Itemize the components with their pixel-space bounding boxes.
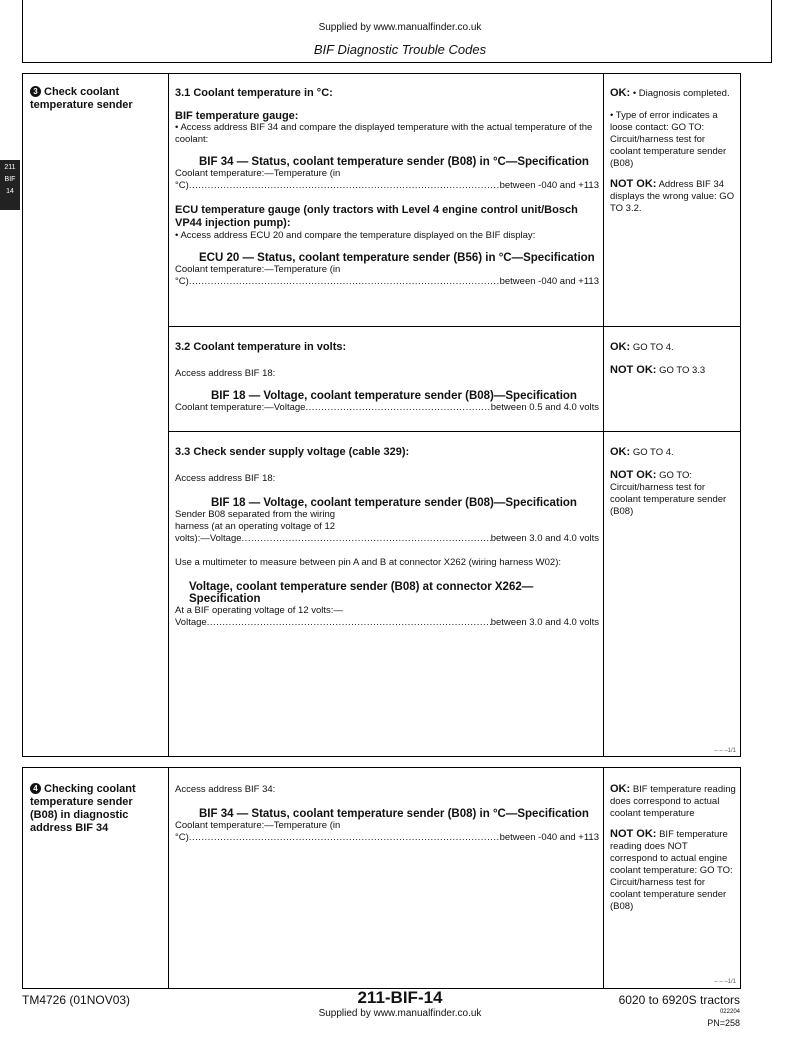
step4-text: Access address BIF 34: <box>175 784 276 795</box>
leader-dots <box>189 276 500 288</box>
sub32-notok-label: NOT OK: <box>610 364 657 376</box>
section-tab-line1: 211 <box>4 164 16 171</box>
step3-title <box>30 86 160 112</box>
sub33-block <box>175 446 599 629</box>
sub31-spec1-row <box>175 180 599 192</box>
leader-dots <box>305 402 490 414</box>
sub32-notok-text: GO TO 3.3 <box>659 365 706 376</box>
step4-spec-label: °C) <box>175 832 189 843</box>
step3-page-mark: – – –1/1 <box>714 748 736 754</box>
section-tab-line3: 14 <box>6 188 14 195</box>
sub31-spec2-title: ECU 20 — Status, coolant temperature sender (B56) in °C—Specification <box>199 252 595 264</box>
step4-title <box>30 783 160 835</box>
sub31-spec1-title: BIF 34 — Status, coolant temperature sender (B08) in °C—Specification <box>199 156 589 168</box>
sub31-ecu-text: • Access address ECU 20 and compare the temperature displayed on the BIF display: <box>175 230 536 241</box>
sub33-spec2-value: between 3.0 and 4.0 volts <box>490 617 599 628</box>
step4-spec-title: BIF 34 — Status, coolant temperature sender (B08) in °C—Specification <box>199 808 589 820</box>
sub31-notok-text: Address BIF 34 displays the wrong value: GO TO 3.2. <box>610 179 735 214</box>
row-divider-32 <box>168 326 741 327</box>
step3-number: 3 <box>30 86 41 97</box>
sub33-spec2-title: Voltage, coolant temperature sender (B08) at connector X262—Specification <box>189 581 534 605</box>
sub33-spec1-title: BIF 18 — Voltage, coolant temperature sender (B08)—Specification <box>211 497 577 509</box>
leader-dots <box>189 832 500 844</box>
page-number: PN=258 <box>707 1018 740 1028</box>
sub33-spec1-line2: harness (at an operating voltage of 12 <box>175 521 336 532</box>
page-code: 211-BIF-14 <box>357 988 443 1007</box>
sub31-spec1-line1: Coolant temperature:—Temperature (in <box>175 168 341 179</box>
sub31-spec1-label: °C) <box>175 180 189 191</box>
step4-number: 4 <box>30 783 41 794</box>
sub33-spec1-label: volts):—Voltage <box>175 533 242 544</box>
sub33-notok-label: NOT OK: <box>610 469 657 481</box>
sub31-ok-text: • Diagnosis completed. <box>632 88 730 99</box>
supplied-by-header: Supplied by www.manualfinder.co.uk <box>318 22 482 33</box>
sub33-spec2-label: Voltage <box>175 617 207 628</box>
step4-spec-line1: Coolant temperature:—Temperature (in <box>175 820 341 831</box>
step4-notok-text: BIF temperature reading does NOT correspond to actual engine coolant temperature: GO TO: Circuit/harness test for coolant temperature sender (B08) <box>610 829 733 912</box>
section-tab-line2: BIF <box>4 176 16 183</box>
sub32-text: Access address BIF 18: <box>175 368 276 379</box>
date-code: 022204 <box>719 1009 740 1015</box>
leader-dots <box>242 533 491 545</box>
step4-notok-label: NOT OK: <box>610 828 657 840</box>
step4-title-text: Checking coolant temperature sender (B08) in diagnostic address BIF 34 <box>30 783 136 834</box>
step4-ok-label: OK: <box>610 783 631 795</box>
sub31-heading: 3.1 Coolant temperature in °C: <box>175 87 333 99</box>
page-title: BIF Diagnostic Trouble Codes <box>313 42 487 57</box>
tractor-models: 6020 to 6920S tractors <box>618 993 740 1007</box>
sub32-block <box>175 341 599 414</box>
sub32-spec-label: Coolant temperature:—Voltage <box>175 402 306 413</box>
sub33-spec1-row <box>175 533 599 545</box>
sub32-results <box>610 341 736 377</box>
sub32-spec-row <box>175 402 599 414</box>
sub31-spec1-value: between -040 and +113 <box>499 180 599 191</box>
sub31-results <box>610 87 736 215</box>
sub31-spec2-line1: Coolant temperature:—Temperature (in <box>175 264 341 275</box>
leader-dots <box>207 617 491 629</box>
sub31-ok-label: OK: <box>610 87 631 99</box>
step3-result-divider <box>603 73 604 757</box>
step4-block <box>175 784 599 844</box>
sub33-ok-text: GO TO 4. <box>632 447 674 458</box>
row-divider-33 <box>168 431 741 432</box>
sub31-spec2-value: between -040 and +113 <box>499 276 599 287</box>
step4-page-mark: – – –1/1 <box>714 979 736 985</box>
supplied-by-footer: Supplied by www.manualfinder.co.uk <box>318 1008 482 1019</box>
sub33-notok-text: GO TO: Circuit/harness test for coolant temperature sender (B08) <box>610 470 727 517</box>
sub31-ecu-heading: ECU temperature gauge (only tractors with Level 4 engine control unit/Bosch VP44 injection pump): <box>175 204 578 229</box>
sub31-bif-gauge-text: • Access address BIF 34 and compare the displayed temperature with the actual temperature of the coolant: <box>175 122 593 145</box>
step4-result-divider <box>603 767 604 989</box>
sub31-spec2-label: °C) <box>175 276 189 287</box>
sub33-spec1-line1: Sender B08 separated from the wiring <box>175 509 336 520</box>
step3-col-divider <box>168 73 169 757</box>
sub33-results <box>610 446 736 518</box>
sub31-spec2-row <box>175 276 599 288</box>
sub33-heading: 3.3 Check sender supply voltage (cable 329): <box>175 446 410 458</box>
leader-dots <box>189 180 500 192</box>
sub31-bif-gauge-heading: BIF temperature gauge: <box>175 110 299 122</box>
sub32-ok-text: GO TO 4. <box>632 342 674 353</box>
sub31-block <box>175 87 599 288</box>
step4-ok-text: BIF temperature reading does correspond to actual coolant temperature <box>610 784 736 819</box>
sub33-multimeter-text: Use a multimeter to measure between pin A and B at connector X262 (wiring harness W02): <box>175 557 562 568</box>
sub33-spec2-line1: At a BIF operating voltage of 12 volts:— <box>175 605 343 616</box>
sub32-spec-title: BIF 18 — Voltage, coolant temperature sender (B08)—Specification <box>211 390 577 402</box>
sub31-ok-text2: • Type of error indicates a loose contact: GO TO: Circuit/harness test for coolant temperature sender (B08) <box>610 110 727 169</box>
sub33-text: Access address BIF 18: <box>175 473 276 484</box>
step3-title-text: Check coolant temperature sender <box>30 86 133 111</box>
sub32-spec-value: between 0.5 and 4.0 volts <box>490 402 599 413</box>
step4-col-divider <box>168 767 169 989</box>
sub31-notok-label: NOT OK: <box>610 178 657 190</box>
step4-results <box>610 783 736 913</box>
sub33-ok-label: OK: <box>610 446 631 458</box>
section-tab <box>0 160 20 210</box>
sub32-ok-label: OK: <box>610 341 631 353</box>
manual-id: TM4726 (01NOV03) <box>22 993 131 1007</box>
sub32-heading: 3.2 Coolant temperature in volts: <box>175 341 347 353</box>
sub33-spec2-row <box>175 617 599 629</box>
sub33-spec1-value: between 3.0 and 4.0 volts <box>490 533 599 544</box>
step4-spec-row <box>175 832 599 844</box>
step4-spec-value: between -040 and +113 <box>499 832 599 843</box>
